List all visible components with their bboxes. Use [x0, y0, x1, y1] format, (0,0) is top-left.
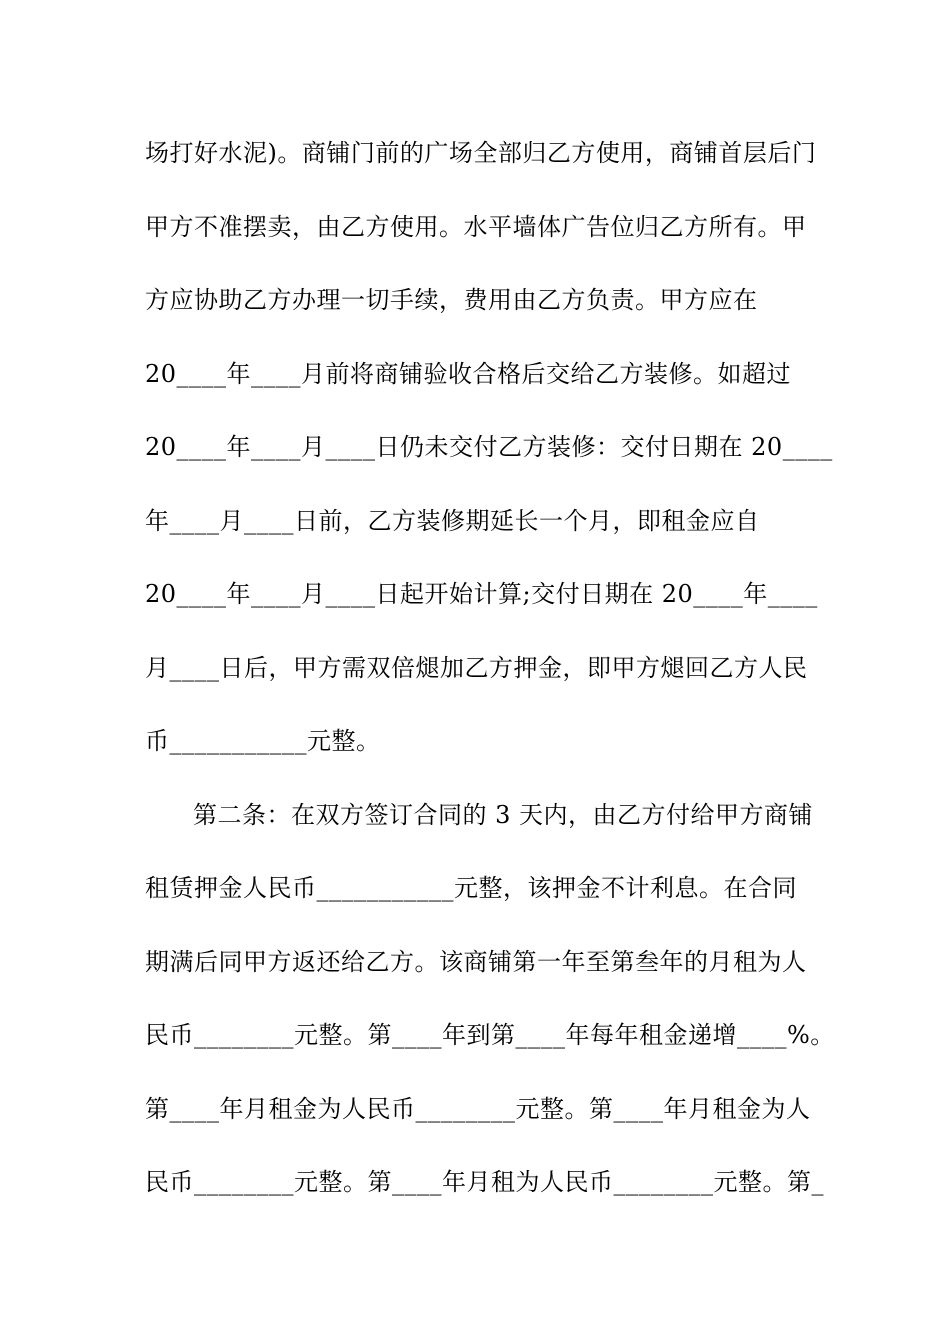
article-two-first-line: 第二条：在双方签订合同的 3 天内，由乙方付给甲方商铺 — [193, 800, 814, 829]
text-line: 方应协助乙方办理一切手续，费用由乙方负责。甲方应在 — [145, 286, 758, 314]
text-line: 租赁押金人民币___________元整，该押金不计利息。在合同 — [145, 874, 797, 902]
text-line: 年____月____日前，乙方装修期延长一个月，即租金应自 — [145, 506, 760, 535]
text-line: 月____日后，甲方需双倍煺加乙方押金，即甲方煺回乙方人民 — [145, 653, 808, 682]
text-line: 第____年月租金为人民币________元整。第____年月租金为人 — [145, 1094, 811, 1123]
text-line: 场打好水泥)。商铺门前的广场全部归乙方使用，商铺首层后门 — [145, 139, 817, 167]
text-line: 20____年____月____日仍未交付乙方装修：交付日期在 20____ — [145, 433, 833, 461]
text-line: 民币________元整。第____年到第____年每年租金递增____%。 — [145, 1021, 835, 1049]
text-line: 币___________元整。 — [145, 727, 381, 755]
text-line: 期满后同甲方返还给乙方。该商铺第一年至第叁年的月租为人 — [145, 947, 807, 976]
text-line: 民币________元整。第____年月租为人民币________元整。第_ — [145, 1168, 824, 1196]
text-line: 20____年____月____日起开始计算;交付日期在 20____年____ — [145, 580, 818, 608]
text-line: 20____年____月前将商铺验收合格后交给乙方装修。如超过 — [145, 359, 792, 388]
text-line: 甲方不准摆卖，由乙方使用。水平墙体广告位归乙方所有。甲 — [145, 212, 807, 241]
contract-body-text — [145, 128, 835, 1231]
